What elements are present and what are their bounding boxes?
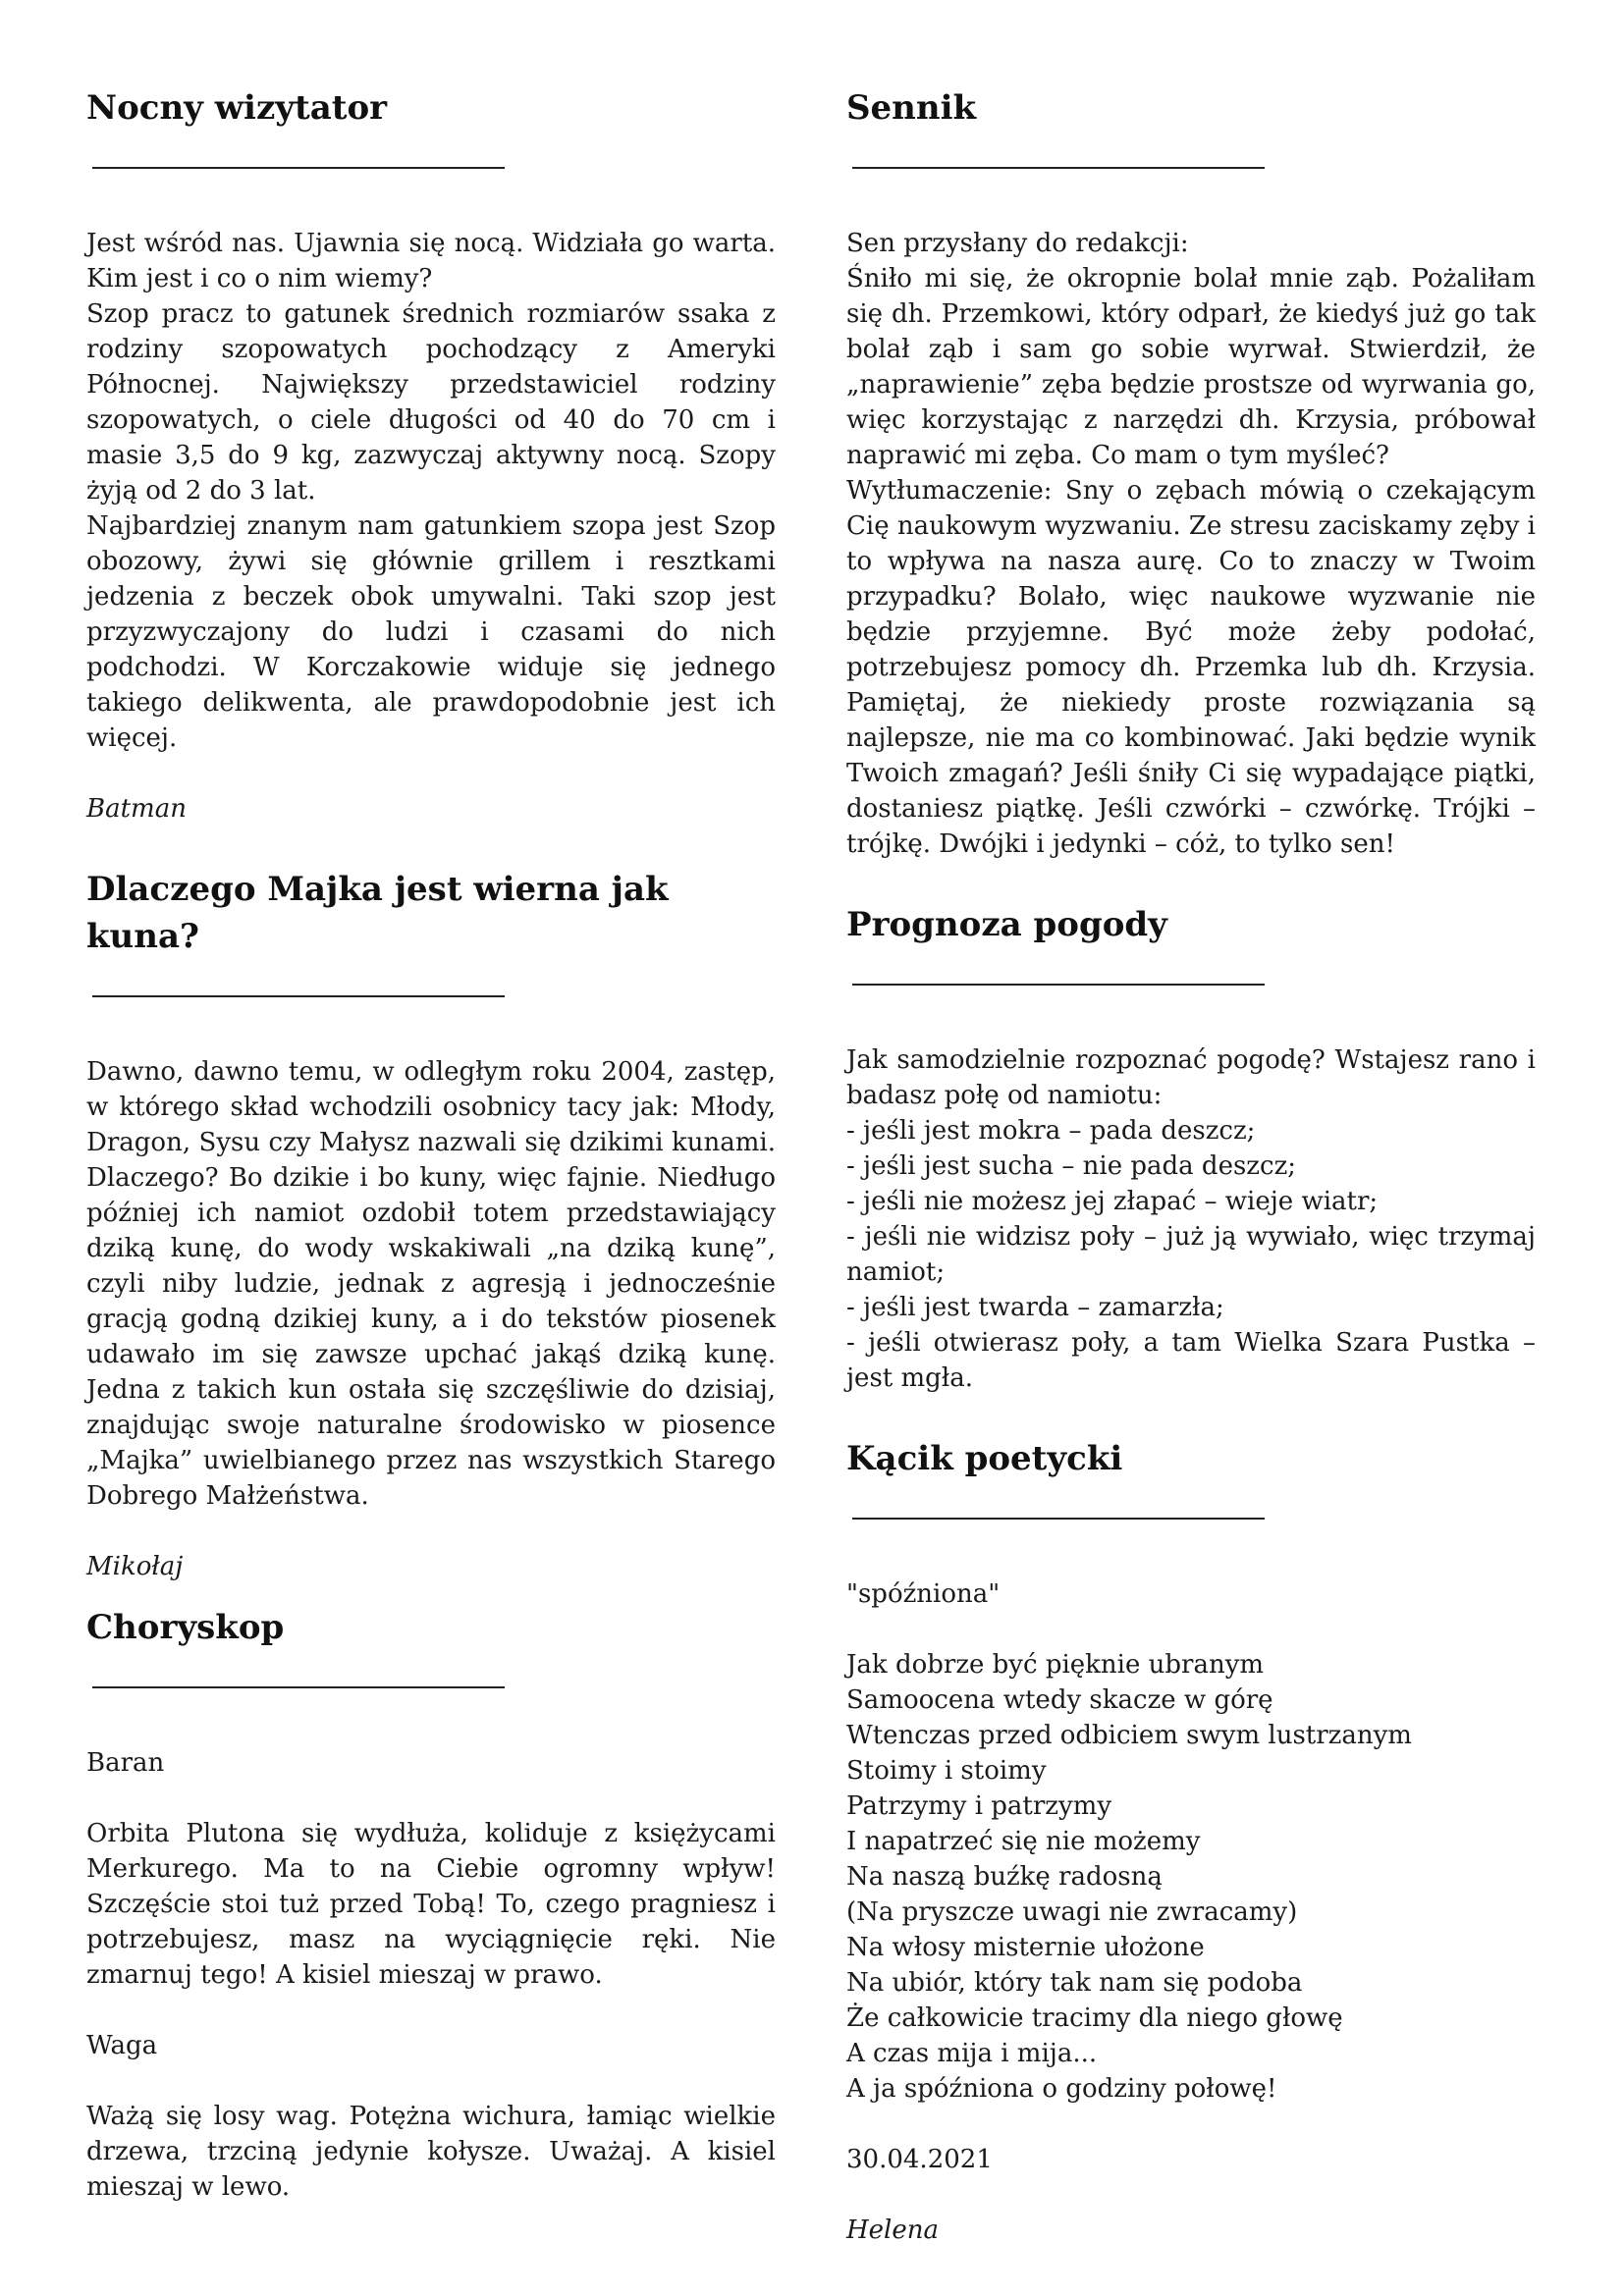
article-choryskop [86, 1604, 776, 2205]
poem-line: Na włosy misternie ułożone [846, 1933, 1205, 1962]
poem-line: Jak dobrze być pięknie ubranym [846, 1650, 1265, 1680]
left-column [86, 84, 776, 2205]
poem-line: Na naszą buźkę radosną [846, 1862, 1163, 1892]
poem-line: I napatrzeć się nie możemy [846, 1827, 1201, 1856]
title-underline [852, 984, 1265, 986]
poem-line: Że całkowicie tracimy dla niego głowę [846, 2003, 1343, 2033]
spacer [846, 1612, 1536, 1647]
list-item: - jeśli nie możesz jej złapać – wieje wiatr; [846, 1187, 1379, 1216]
article-sennik [846, 84, 1536, 862]
paragraph: Śniło mi się, że okropnie bolał mnie ząb. Pożaliłam się dh. Przemkowi, który odparł, że kiedyś już go tak bolał ząb i sam go sobie wyrwał. Stwierdził, że „naprawienie” zęba będzie prostsze od wyrwania go, więc korzystając z narzędzi dh. Krzysia, próbował naprawić mi zęba. Co mam o tym myśleć? [846, 264, 1536, 470]
article-title: Sennik [846, 88, 977, 128]
paragraph: Najbardziej znanym nam gatunkiem szopa jest Szop obozowy, żywi się głównie grillem i resztkami jedzenia z beczek obok umywalni. Taki szop jest przyzwyczajony do ludzi i czasami do nich podchodzi. W Korczakowie widuje się jednego takiego delikwenta, ale prawdopodobnie jest ich więcej. [86, 511, 776, 753]
spacer [86, 2063, 776, 2099]
article-title: Kącik poetycki [846, 1439, 1123, 1478]
article-title: Nocny wizytator [86, 88, 388, 128]
poem-line: A ja spóźniona o godziny połowę! [846, 2074, 1277, 2104]
spacer [846, 2107, 1536, 2142]
article-kacik-poetycki [846, 1435, 1536, 2248]
list-item: - jeśli jest sucha – nie pada deszcz; [846, 1151, 1297, 1181]
paragraph: Dawno, dawno temu, w odległym roku 2004, zastęp, w którego skład wchodzili osobnicy tacy jak: Młody, Dragon, Sysu czy Małysz nazwali się dzikimi kunami. Dlaczego? Bo dzikie i bo kuny, więc fajnie. Niedługo później ich namiot ozdobił totem przedstawiający dziką kunę, do wody wskakiwali „na dziką kunę”, czyli niby ludzie, jednak z agresją i jednocześnie gracją godną dzikiej kuny, a i do tekstów piosenek udawało im się zawsze upchać jakąś dziką kunę. Jedna z takich kun ostała się szczęśliwie do dzisiaj, znajdując swoje naturalne środowisko w piosence „Majka” uwielbianego przez nas wszystkich Starego Dobrego Małżeństwa. [86, 1057, 776, 1511]
horoscope-text: Ważą się losy wag. Potężna wichura, łamiąc wielkie drzewa, trzciną jedynie kołysze. Uważaj. A kisiel mieszaj w lewo. [86, 2102, 776, 2202]
poem-line: (Na pryszcze uwagi nie zwracamy) [846, 1897, 1298, 1927]
article-title: Choryskop [86, 1608, 285, 1647]
spacer [846, 1396, 1536, 1435]
title-underline [92, 167, 505, 169]
right-column [846, 84, 1536, 2248]
poem-body [846, 1647, 1536, 2107]
list-item: - jeśli nie widzisz poły – już ją wywiało, więc trzymaj namiot; [846, 1222, 1536, 1287]
paragraph: Sen przysłany do redakcji: [846, 229, 1189, 258]
spacer [86, 1993, 776, 2028]
spacer [86, 1584, 776, 1604]
poem-line: Wtenczas przed odbiciem swym lustrzanym [846, 1721, 1412, 1750]
zodiac-sign-label: Baran [86, 1748, 165, 1778]
poem-date: 30.04.2021 [846, 2145, 993, 2174]
poem-line: Samoocena wtedy skacze w górę [846, 1685, 1273, 1715]
spacer [86, 827, 776, 866]
horoscope-text: Orbita Plutona się wydłuża, koliduje z księżycami Merkurego. Ma to na Ciebie ogromny wpływ! Szczęście stoi tuż przed Tobą! To, czego pragniesz i potrzebujesz, masz na wyciągnięcie ręki. Nie zmarnuj tego! A kisiel mieszaj w prawo. [86, 1819, 776, 1990]
poem-line: Patrzymy i patrzymy [846, 1791, 1112, 1821]
article-title: Dlaczego Majka jest wierna jak kuna? [86, 870, 669, 956]
article-majka [86, 866, 776, 1584]
article-title: Prognoza pogody [846, 905, 1167, 944]
title-underline [92, 995, 505, 997]
spacer [846, 862, 1536, 901]
title-underline [852, 1518, 1265, 1520]
author-signature: Helena [846, 2216, 940, 2245]
paragraph: Jak samodzielnie rozpoznać pogodę? Wstajesz rano i badasz połę od namiotu: [846, 1045, 1536, 1110]
spacer [86, 1781, 776, 1816]
poem-line: Na ubiór, który tak nam się podoba [846, 1968, 1303, 1998]
list-item: - jeśli otwierasz poły, a tam Wielka Szara Pustka – jest mgła. [846, 1328, 1536, 1393]
article-prognoza-pogody [846, 901, 1536, 1396]
zodiac-sign-label: Waga [86, 2031, 158, 2060]
poem-line: Stoimy i stoimy [846, 1756, 1047, 1786]
list-item: - jeśli jest mokra – pada deszcz; [846, 1116, 1256, 1146]
author-signature: Batman [86, 794, 187, 824]
list-item: - jeśli jest twarda – zamarzła; [846, 1293, 1224, 1322]
paragraph: Wytłumaczenie: Sny o zębach mówią o czekającym Cię naukowym wyzwaniu. Ze stresu zaciskamy zęby i to wpływa na nasza aurę. Co to znaczy w Twoim przypadku? Bolało, więc naukowe wyzwanie nie będzie przyjemne. Być może żeby podołać, potrzebujesz pomocy dh. Przemka lub dh. Krzysia. Pamiętaj, że niekiedy proste rozwiązania są najlepsze, nie ma co kombinować. Jaki będzie wynik Twoich zmagań? Jeśli śniły Ci się wypadające piątki, dostaniesz piątkę. Jeśli czwórki – czwórkę. Trójki – trójkę. Dwójki i jedynki – cóż, to tylko sen! [846, 476, 1536, 859]
poem-line: A czas mija i mija... [846, 2039, 1098, 2068]
paragraph: Jest wśród nas. Ujawnia się nocą. Widziała go warta. Kim jest i co o nim wiemy? [86, 229, 776, 294]
article-nocny-wizytator [86, 84, 776, 827]
author-signature: Mikołaj [86, 1552, 184, 1581]
title-underline [852, 167, 1265, 169]
title-underline [92, 1686, 505, 1688]
poem-title: "spóźniona" [846, 1579, 1001, 1609]
paragraph: Szop pracz to gatunek średnich rozmiarów ssaka z rodziny szopowatych pochodzący z Ameryki Północnej. Największy przedstawiciel rodziny szopowatych, o ciele długości od 40 do 70 cm i masie 3,5 do 9 kg, zazwyczaj aktywny nocą. Szopy żyją od 2 do 3 lat. [86, 299, 776, 506]
